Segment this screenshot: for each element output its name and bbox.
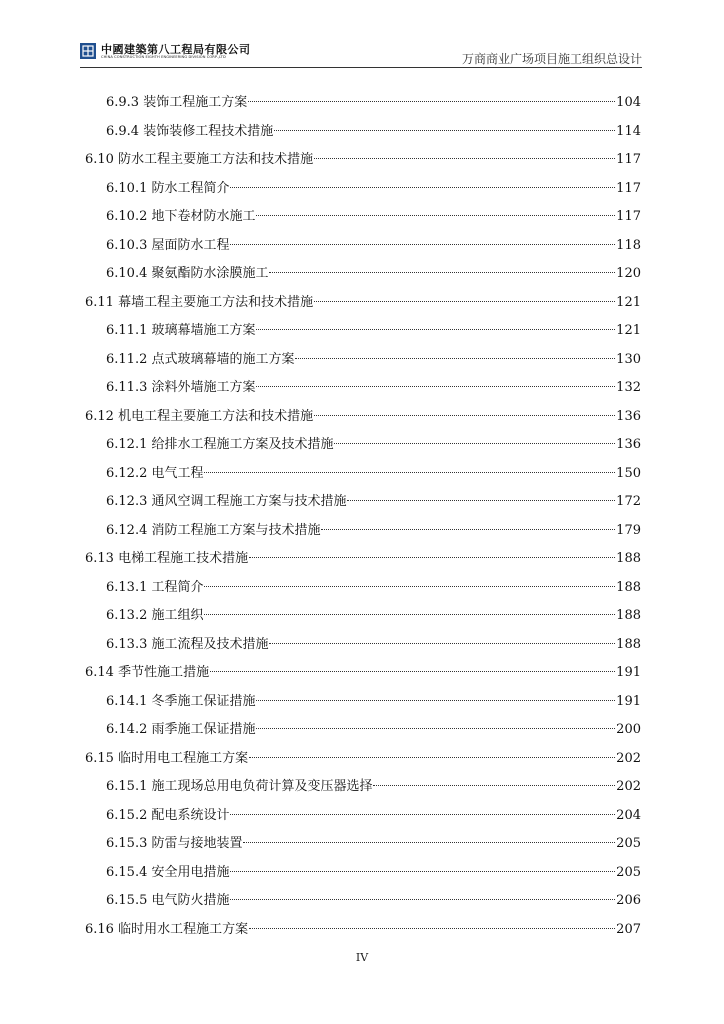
- toc-entry[interactable]: [106, 827, 641, 851]
- toc-entry[interactable]: [106, 371, 641, 395]
- toc-dot-leader: [256, 314, 615, 334]
- toc-entry[interactable]: [106, 571, 641, 595]
- toc-entry[interactable]: [106, 457, 641, 481]
- toc-entry-label: 6.15.5 电气防火措施: [106, 893, 230, 908]
- toc-entry[interactable]: [85, 400, 641, 424]
- toc-entry[interactable]: [106, 86, 641, 110]
- toc-dot-leader: [249, 913, 615, 933]
- toc-entry-label: 6.10.3 屋面防水工程: [106, 237, 230, 253]
- toc-entry-label: 6.13.3 施工流程及技术措施: [106, 636, 269, 652]
- toc-entry[interactable]: [106, 485, 641, 509]
- toc-entry-page: 188: [616, 551, 641, 566]
- toc-entry-page: 117: [616, 152, 641, 167]
- toc-entry[interactable]: [106, 200, 641, 224]
- toc-dot-leader: [314, 143, 615, 163]
- toc-entry[interactable]: [85, 143, 641, 167]
- toc-entry-label: 6.12.4 消防工程施工方案与技术措施: [106, 522, 321, 538]
- toc-entry-page: 191: [616, 693, 641, 709]
- toc-entry[interactable]: [106, 514, 641, 538]
- toc-dot-leader: [256, 371, 615, 391]
- toc-entry-label: 6.16 临时用水工程施工方案: [85, 921, 249, 937]
- toc-dot-leader: [256, 200, 615, 220]
- toc-dot-leader: [230, 856, 615, 876]
- toc-dot-leader: [274, 115, 615, 135]
- toc-dot-leader: [230, 229, 615, 249]
- toc-entry-page: 207: [616, 921, 641, 937]
- toc-entry[interactable]: [85, 742, 641, 766]
- toc-entry-page: 205: [616, 836, 641, 851]
- toc-entry[interactable]: [106, 314, 641, 338]
- toc-dot-leader: [256, 713, 615, 733]
- toc-entry-label: 6.11.3 涂料外墙施工方案: [106, 380, 256, 395]
- toc-entry-label: 6.14.2 雨季施工保证措施: [106, 722, 256, 737]
- toc-entry-page: 117: [616, 209, 641, 224]
- header-divider: [80, 67, 642, 68]
- toc-entry-page: 136: [616, 408, 641, 424]
- toc-entry[interactable]: [106, 428, 641, 452]
- toc-dot-leader: [230, 884, 615, 904]
- toc-entry[interactable]: [106, 799, 641, 823]
- toc-entry-label: 6.14 季节性施工措施: [85, 665, 210, 680]
- toc-dot-leader: [230, 172, 615, 192]
- toc-entry-label: 6.13 电梯工程施工技术措施: [85, 551, 249, 566]
- company-logo-icon: [80, 43, 96, 59]
- toc-entry-label: 6.14.1 冬季施工保证措施: [106, 693, 256, 709]
- toc-entry-page: 188: [616, 636, 641, 652]
- toc-dot-leader: [334, 428, 615, 448]
- toc-dot-leader: [230, 799, 615, 819]
- toc-dot-leader: [204, 457, 615, 477]
- toc-entry-page: 121: [616, 294, 641, 310]
- toc-entry-page: 114: [616, 123, 641, 139]
- toc-entry-label: 6.10.4 聚氨酯防水涂膜施工: [106, 266, 269, 281]
- toc-entry-page: 104: [616, 95, 641, 110]
- toc-entry-label: 6.9.3 装饰工程施工方案: [106, 95, 248, 110]
- toc-entry[interactable]: [106, 343, 641, 367]
- toc-dot-leader: [295, 343, 615, 363]
- toc-entry-page: 136: [616, 437, 641, 452]
- toc-entry[interactable]: [85, 286, 641, 310]
- toc-entry[interactable]: [106, 599, 641, 623]
- toc-entry[interactable]: [106, 685, 641, 709]
- toc-entry-page: 172: [616, 494, 641, 509]
- toc-entry-label: 6.15.3 防雷与接地装置: [106, 836, 243, 851]
- page-header: [80, 40, 642, 68]
- toc-entry-label: 6.12.1 给排水工程施工方案及技术措施: [106, 437, 334, 452]
- toc-dot-leader: [249, 742, 615, 762]
- toc-dot-leader: [204, 571, 615, 591]
- toc-entry-page: 117: [616, 180, 641, 196]
- toc-dot-leader: [204, 599, 615, 619]
- toc-entry-page: 121: [616, 323, 641, 338]
- toc-dot-leader: [256, 685, 615, 705]
- toc-entry-label: 6.15.4 安全用电措施: [106, 864, 230, 880]
- toc-entry-page: 132: [616, 380, 641, 395]
- toc-entry-page: 188: [616, 608, 641, 623]
- toc-entry[interactable]: [106, 770, 641, 794]
- toc-entry-page: 202: [616, 779, 641, 794]
- toc-dot-leader: [314, 286, 615, 306]
- toc-entry-label: 6.11.2 点式玻璃幕墙的施工方案: [106, 351, 295, 367]
- toc-entry-page: 179: [616, 522, 641, 538]
- toc-dot-leader: [210, 656, 615, 676]
- toc-entry[interactable]: [106, 713, 641, 737]
- toc-entry-page: 150: [616, 465, 641, 481]
- company-name-en: CHINA CONSTRUCTION EIGHTH ENGINEERING DIVISION CORP.,LTD: [101, 55, 226, 59]
- toc-entry[interactable]: [106, 628, 641, 652]
- toc-entry[interactable]: [106, 229, 641, 253]
- toc-entry-label: 6.12.3 通风空调工程施工方案与技术措施: [106, 494, 347, 509]
- toc-entry[interactable]: [106, 172, 641, 196]
- toc-entry[interactable]: [106, 856, 641, 880]
- toc-entry-page: 205: [616, 864, 641, 880]
- toc-entry-page: 204: [616, 807, 641, 823]
- toc-entry-label: 6.12.2 电气工程: [106, 465, 204, 481]
- document-title: 万商商业广场项目施工组织总设计: [461, 52, 642, 66]
- toc-dot-leader: [269, 628, 615, 648]
- toc-entry-label: 6.10.2 地下卷材防水施工: [106, 209, 256, 224]
- toc-entry-label: 6.9.4 装饰装修工程技术措施: [106, 123, 274, 139]
- toc-entry-page: 118: [616, 237, 641, 253]
- toc-entry-page: 191: [616, 665, 641, 680]
- toc-entry-page: 206: [616, 893, 641, 908]
- toc-entry[interactable]: [85, 542, 641, 566]
- toc-entry-page: 200: [616, 722, 641, 737]
- toc-entry-label: 6.15.1 施工现场总用电负荷计算及变压器选择: [106, 779, 373, 794]
- toc-entry[interactable]: [106, 257, 641, 281]
- toc-entry-page: 130: [616, 351, 641, 367]
- toc-entry[interactable]: [85, 913, 641, 937]
- toc-entry-label: 6.15.2 配电系统设计: [106, 807, 230, 823]
- toc-dot-leader: [347, 485, 615, 505]
- toc-dot-leader: [314, 400, 615, 420]
- toc-dot-leader: [269, 257, 615, 277]
- toc-entry-label: 6.15 临时用电工程施工方案: [85, 750, 249, 766]
- toc-entry-page: 188: [616, 579, 641, 595]
- toc-entry-label: 6.10.1 防水工程简介: [106, 180, 230, 196]
- toc-dot-leader: [248, 86, 615, 106]
- toc-dot-leader: [373, 770, 615, 790]
- toc-entry[interactable]: [106, 115, 641, 139]
- toc-entry-label: 6.11 幕墙工程主要施工方法和技术措施: [85, 294, 314, 310]
- company-name-cn: 中國建築第八工程局有限公司: [101, 43, 251, 56]
- toc-entry-label: 6.12 机电工程主要施工方法和技术措施: [85, 408, 314, 424]
- toc-entry-page: 120: [616, 266, 641, 281]
- toc-entry-label: 6.10 防水工程主要施工方法和技术措施: [85, 152, 314, 167]
- toc-entry[interactable]: [85, 656, 641, 680]
- toc-dot-leader: [321, 514, 615, 534]
- toc-entry-page: 202: [616, 750, 641, 766]
- toc-entry-label: 6.13.2 施工组织: [106, 608, 204, 623]
- page-number: IV: [355, 951, 369, 964]
- toc-entry-label: 6.13.1 工程简介: [106, 579, 204, 595]
- toc-entry[interactable]: [106, 884, 641, 908]
- toc-dot-leader: [249, 542, 615, 562]
- toc-dot-leader: [243, 827, 615, 847]
- toc-entry-label: 6.11.1 玻璃幕墙施工方案: [106, 323, 256, 338]
